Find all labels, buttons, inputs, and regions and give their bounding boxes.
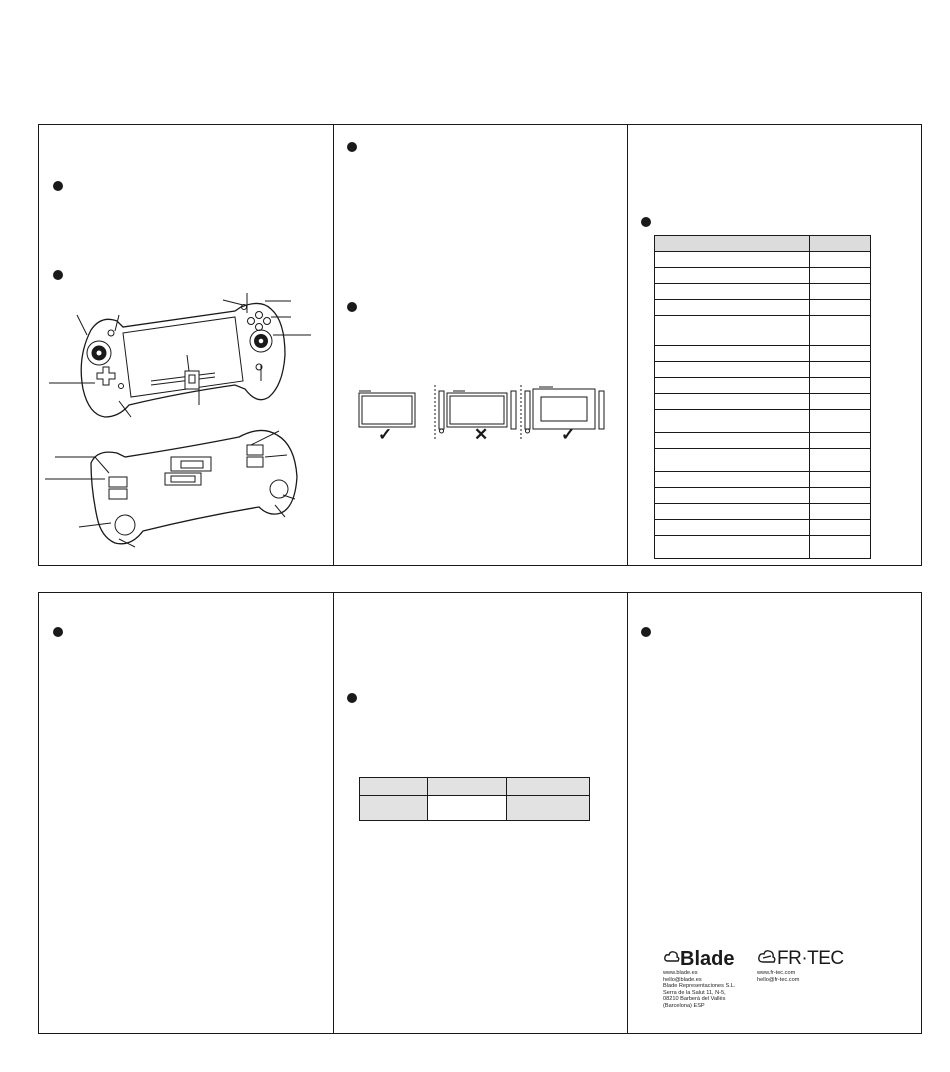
- specifications-table: [654, 235, 871, 559]
- blade-website[interactable]: www.blade.es: [663, 970, 698, 976]
- top-sheet: [38, 124, 922, 566]
- section-bullet: [347, 302, 357, 312]
- section-bullet: [53, 181, 63, 191]
- blade-email[interactable]: hello@blade.es: [663, 976, 702, 983]
- frtec-contact: [757, 970, 799, 983]
- frtec-email[interactable]: hello@fr-tec.com: [757, 976, 800, 983]
- frtec-brand: FR·TEC: [777, 948, 844, 969]
- column-divider: [333, 593, 334, 1033]
- blade-address-line: (Barcelona) ESP: [663, 1002, 705, 1009]
- fit-mark-no: ✕: [474, 425, 489, 444]
- section-bullet: [347, 693, 357, 703]
- cloud-icon: [758, 949, 776, 965]
- frtec-website[interactable]: www.fr-tec.com: [757, 970, 796, 976]
- section-bullet: [53, 270, 63, 280]
- cloud-icon: [664, 950, 680, 964]
- bottom-sheet: [38, 592, 922, 1034]
- column-divider: [627, 593, 628, 1033]
- section-bullet: [641, 217, 651, 227]
- fit-mark-ok: ✓: [561, 425, 576, 444]
- column-divider: [333, 125, 334, 565]
- controller-diagram: [39, 285, 333, 567]
- column-divider: [627, 125, 628, 565]
- section-bullet: [641, 627, 651, 637]
- blade-address-line: Serra de la Salut 11, N-5,: [663, 989, 726, 996]
- fit-mark-ok: ✓: [378, 425, 393, 444]
- blade-brand: Blade: [680, 948, 735, 970]
- blade-contact: [663, 970, 735, 1010]
- section-bullet: [53, 627, 63, 637]
- compatibility-table: [359, 777, 590, 821]
- blade-address-line: Blade Representaciones S.L.: [663, 983, 736, 990]
- blade-address-line: 08210 Barberà del Vallès: [663, 996, 726, 1003]
- section-bullet: [347, 142, 357, 152]
